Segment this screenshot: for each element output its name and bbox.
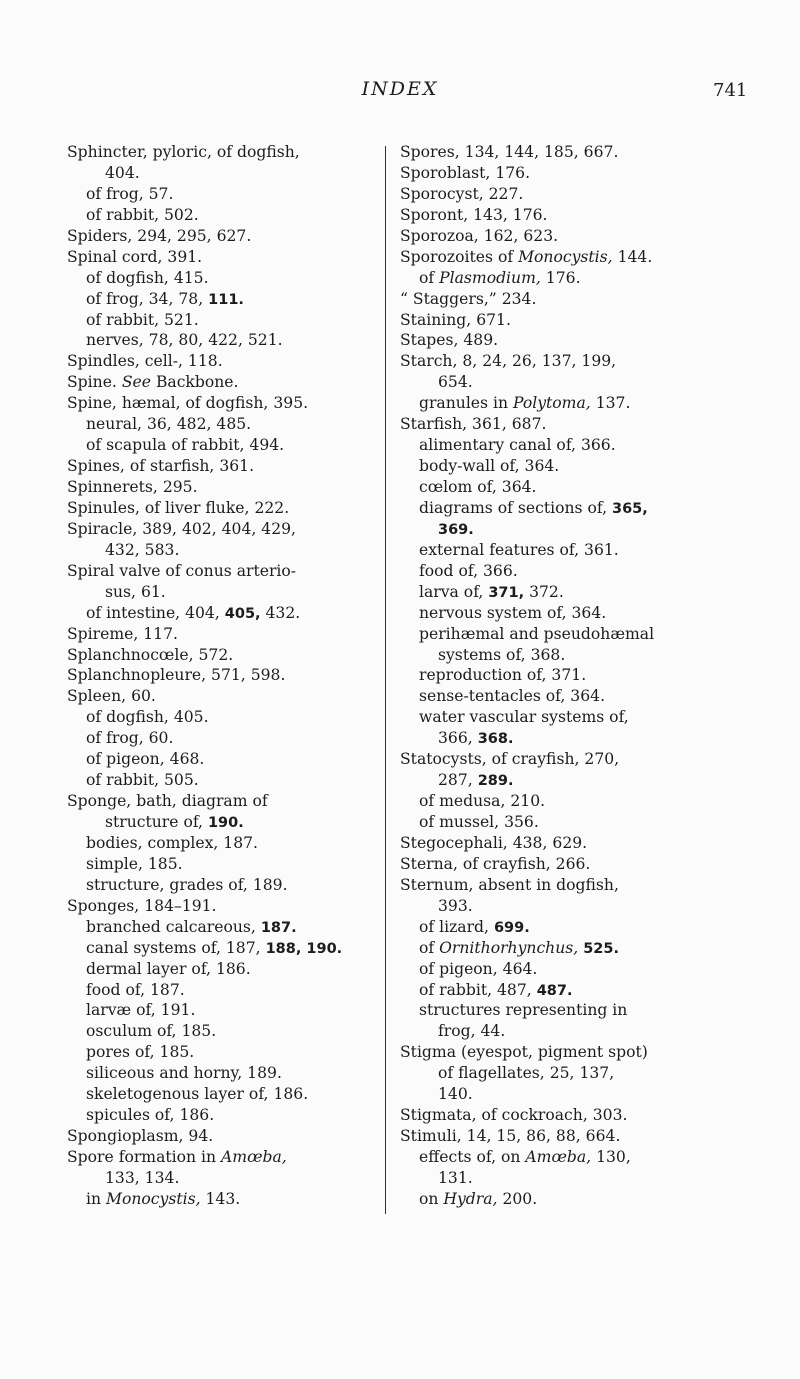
index-entry	[400, 749, 730, 770]
index-entry-text: Plasmodium,	[439, 268, 541, 287]
index-entry-text: 289.	[477, 773, 514, 790]
index-entry	[67, 310, 397, 331]
index-entry	[400, 645, 730, 666]
index-entry	[67, 351, 397, 372]
index-entry	[400, 1147, 730, 1168]
index-column-left	[67, 142, 397, 1210]
index-entry-text: “ Staggers,” 234.	[400, 289, 537, 308]
index-entry-text: 131.	[438, 1168, 473, 1187]
index-entry-text: pores of, 185.	[86, 1043, 195, 1062]
index-entry-text: Spine.	[67, 373, 122, 392]
index-entry-text: Sternum, absent in dogfish,	[400, 875, 619, 894]
index-entry-text: 111.	[208, 291, 244, 308]
index-entry-text: Monocystis,	[518, 247, 613, 266]
index-entry-text: Sporozoa, 162, 623.	[400, 226, 559, 245]
index-entry-text: Polytoma,	[512, 394, 591, 413]
index-entry-text: Stigma (eyespot, pigment spot)	[400, 1043, 648, 1062]
index-entry	[67, 205, 397, 226]
index-entry	[67, 1105, 397, 1126]
index-entry	[400, 1063, 730, 1084]
index-entry-text: dermal layer of, 186.	[86, 959, 251, 978]
index-entry-text: 368.	[477, 731, 514, 748]
index-entry	[67, 645, 397, 666]
index-entry	[400, 184, 730, 205]
index-entry-text: frog, 44.	[438, 1022, 506, 1041]
index-entry	[67, 728, 397, 749]
index-entry	[67, 540, 397, 561]
index-entry-text: Sphincter, pyloric, of dogfish,	[67, 143, 300, 161]
index-entry-text: external features of, 361.	[419, 540, 619, 559]
index-entry	[400, 938, 730, 959]
index-entry	[400, 310, 730, 331]
index-entry-text: water vascular systems of,	[419, 708, 629, 727]
index-entry-text: Spiders, 294, 295, 627.	[67, 226, 252, 245]
index-entry-text: Monocystis,	[106, 1189, 201, 1208]
index-entry-text: structure of,	[105, 813, 208, 831]
index-entry-text: Stapes, 489.	[400, 331, 499, 350]
index-entry	[67, 1021, 397, 1042]
index-entry-text: reproduction of, 371.	[419, 666, 587, 685]
index-entry	[67, 665, 397, 686]
index-entry-text: Stimuli, 14, 15, 86, 88, 664.	[400, 1127, 621, 1146]
index-entry	[67, 435, 397, 456]
index-entry-text: skeletogenous layer of, 186.	[86, 1085, 309, 1104]
index-entry	[400, 1000, 730, 1021]
index-entry	[67, 770, 397, 791]
index-entry	[400, 707, 730, 728]
index-entry-text: bodies, complex, 187.	[86, 833, 259, 852]
index-entry	[67, 854, 397, 875]
index-entry-text: of	[419, 268, 440, 287]
index-entry	[400, 875, 730, 896]
index-entry-text: Sporocyst, 227.	[400, 184, 524, 203]
index-entry	[400, 351, 730, 372]
index-entry-text: of dogfish, 405.	[86, 708, 209, 727]
index-entry	[67, 1168, 397, 1189]
index-entry-text: Splanchnocœle, 572.	[67, 645, 234, 664]
index-entry-text: of rabbit, 502.	[86, 205, 199, 224]
index-entry-text: 487.	[536, 982, 573, 999]
index-entry-text: cœlom of, 364.	[419, 478, 537, 496]
index-entry-text: Spindles, cell-, 118.	[67, 352, 223, 371]
index-entry-text: larva of,	[419, 582, 489, 601]
index-entry	[67, 1147, 397, 1168]
index-entry-text: nerves, 78, 80, 422, 521.	[86, 331, 283, 350]
index-entry	[400, 477, 730, 498]
index-entry	[67, 184, 397, 205]
index-entry-text: 654.	[438, 373, 473, 392]
index-entry	[67, 142, 397, 163]
index-entry	[67, 896, 397, 917]
index-entry-text: 699.	[493, 919, 530, 936]
index-entry-text: of rabbit, 487,	[419, 980, 537, 999]
index-entry	[400, 540, 730, 561]
index-entry	[67, 980, 397, 1001]
index-entry-text: Spongioplasm, 94.	[67, 1127, 214, 1146]
index-entry-text: Spiracle, 389, 402, 404, 429,	[67, 519, 297, 538]
index-entry	[67, 393, 397, 414]
index-entry-text: Amœba,	[525, 1148, 592, 1166]
index-entry-text: Sporozoites of	[400, 247, 519, 266]
index-entry-text: 369.	[438, 521, 474, 538]
index-entry-text: structures representing in	[419, 1001, 628, 1020]
index-entry-text: 372.	[524, 582, 564, 601]
index-entry	[67, 519, 397, 540]
index-entry-text: Spireme, 117.	[67, 624, 178, 643]
index-entry-text: Staining, 671.	[400, 310, 511, 329]
index-entry-text: on	[419, 1189, 444, 1208]
index-entry-text: of pigeon, 468.	[86, 750, 205, 769]
index-entry-text: of dogfish, 415.	[86, 268, 209, 287]
index-entry	[400, 1042, 730, 1063]
index-entry-text: sus, 61.	[105, 582, 166, 601]
index-entry	[67, 561, 397, 582]
index-entry	[400, 414, 730, 435]
index-entry	[400, 917, 730, 938]
index-entry	[67, 749, 397, 770]
index-entry-text: 190.	[207, 815, 244, 831]
index-entry	[67, 268, 397, 289]
index-entry	[67, 582, 397, 603]
index-entry-text: 405,	[224, 605, 261, 622]
index-entry-text: canal systems of, 187,	[86, 938, 266, 957]
index-entry-text: 432.	[260, 603, 301, 622]
index-entry-text: 133, 134.	[105, 1168, 180, 1187]
index-entry-text: Backbone.	[150, 373, 239, 392]
index-entry-text: Starfish, 361, 687.	[400, 415, 547, 434]
index-entry-text: Splanchnopleure, 571, 598.	[67, 666, 286, 685]
index-entry-text: Stigmata, of cockroach, 303.	[400, 1106, 628, 1125]
index-entry-text: Sporont, 143, 176.	[400, 205, 548, 224]
index-entry-text: nervous system of, 364.	[419, 603, 607, 622]
page-number: 741	[713, 80, 748, 101]
index-entry	[400, 393, 730, 414]
index-entry-text: of flagellates, 25, 137,	[438, 1064, 615, 1083]
index-entry-text: Spinules, of liver fluke, 222.	[67, 498, 290, 517]
index-entry-text: sense-tentacles of, 364.	[419, 687, 606, 706]
index-entry	[67, 1084, 397, 1105]
index-entry-text: Spore formation in	[67, 1148, 222, 1166]
index-entry	[400, 582, 730, 603]
index-entry	[400, 1084, 730, 1105]
index-entry-text: structure, grades of, 189.	[86, 875, 288, 894]
index-entry-text: Spine, hæmal, of dogfish, 395.	[67, 394, 309, 413]
index-entry-text: Ornithorhynchus,	[439, 938, 579, 957]
index-entry-text: Hydra,	[443, 1189, 498, 1208]
index-entry-text: of rabbit, 521.	[86, 310, 199, 329]
index-entry-text: Spores, 134, 144, 185, 667.	[400, 143, 619, 161]
index-entry-text: Stegocephali, 438, 629.	[400, 833, 588, 852]
index-entry-text: of	[419, 938, 440, 957]
index-entry-text: Starch, 8, 24, 26, 137, 199,	[400, 352, 617, 371]
index-entry-text: of lizard,	[419, 917, 494, 936]
index-entry-text: 188, 190.	[265, 940, 343, 957]
index-entry-text: 200.	[497, 1189, 538, 1208]
index-entry-text: granules in	[419, 394, 513, 413]
index-entry-text: simple, 185.	[86, 854, 183, 873]
index-entry	[67, 875, 397, 896]
index-entry-text: 137.	[590, 394, 631, 413]
index-entry-text: branched calcareous,	[86, 917, 261, 936]
index-entry	[67, 1063, 397, 1084]
index-entry	[67, 289, 397, 310]
index-entry-text: 365,	[612, 500, 648, 517]
index-entry	[67, 959, 397, 980]
index-entry-text: food of, 187.	[86, 980, 185, 999]
index-entry	[67, 1189, 397, 1210]
index-entry	[67, 1126, 397, 1147]
index-entry-text: neural, 36, 482, 485.	[86, 415, 252, 434]
index-entry-text: food of, 366.	[419, 561, 518, 580]
page-header	[0, 78, 800, 108]
index-entry	[67, 812, 397, 833]
index-entry	[400, 791, 730, 812]
index-entry	[67, 624, 397, 645]
index-entry	[67, 477, 397, 498]
index-entry-text: 187.	[260, 919, 297, 936]
index-entry-text: See	[121, 373, 151, 392]
index-entry-text: 144.	[612, 247, 653, 266]
index-entry-text: 176.	[540, 268, 581, 287]
index-entry-text: 371,	[488, 584, 525, 601]
index-entry-text: alimentary canal of, 366.	[419, 436, 616, 455]
index-entry	[67, 226, 397, 247]
index-entry	[400, 665, 730, 686]
index-entry	[400, 624, 730, 645]
index-entry-text: Sporoblast, 176.	[400, 163, 531, 182]
index-entry	[400, 1126, 730, 1147]
index-entry	[400, 1021, 730, 1042]
index-entry-text: of frog, 57.	[86, 184, 174, 203]
index-entry	[400, 959, 730, 980]
index-entry-text: of scapula of rabbit, 494.	[86, 436, 285, 455]
index-entry-text: 366,	[438, 729, 478, 748]
index-entry	[400, 1189, 730, 1210]
index-entry	[400, 330, 730, 351]
index-entry-text: Spines, of starfish, 361.	[67, 457, 255, 476]
index-entry	[400, 561, 730, 582]
index-entry-text: Spinal cord, 391.	[67, 247, 203, 266]
index-entry	[400, 268, 730, 289]
index-entry-text: 130,	[591, 1148, 631, 1166]
index-entry-text: perihæmal and pseudohæmal	[419, 624, 655, 643]
index-entry-text: of pigeon, 464.	[419, 959, 538, 978]
index-entry-text: osculum of, 185.	[86, 1022, 217, 1041]
index-column-right	[400, 142, 730, 1210]
index-entry	[67, 163, 397, 184]
index-entry-text: diagrams of sections of,	[419, 498, 612, 517]
index-entry-text: body-wall of, 364.	[419, 457, 560, 476]
index-entry	[400, 1168, 730, 1189]
index-entry	[67, 707, 397, 728]
index-entry	[67, 938, 397, 959]
index-entry-text: of mussel, 356.	[419, 813, 539, 831]
index-entry-text: 393.	[438, 896, 473, 915]
index-entry	[400, 519, 730, 540]
index-entry	[400, 498, 730, 519]
index-entry-text: in	[86, 1189, 106, 1208]
index-entry	[67, 686, 397, 707]
index-entry	[400, 456, 730, 477]
index-entry	[400, 980, 730, 1001]
index-entry-text: of frog, 34, 78,	[86, 289, 209, 308]
index-entry	[67, 603, 397, 624]
index-entry	[67, 456, 397, 477]
column-divider	[385, 146, 386, 1214]
index-entry	[400, 142, 730, 163]
index-entry	[67, 498, 397, 519]
index-entry-text: of medusa, 210.	[419, 792, 546, 811]
index-entry-text: Sponge, bath, diagram of	[67, 792, 268, 811]
index-entry	[67, 372, 397, 393]
index-entry-text: Sponges, 184–191.	[67, 896, 217, 915]
index-entry	[67, 917, 397, 938]
index-entry-text: effects of, on	[419, 1148, 526, 1166]
index-entry	[67, 1000, 397, 1021]
index-entry-text: Spinnerets, 295.	[67, 478, 198, 496]
index-entry	[400, 247, 730, 268]
index-entry-text: 140.	[438, 1085, 473, 1104]
index-entry	[400, 603, 730, 624]
index-entry-text: of rabbit, 505.	[86, 771, 199, 790]
index-entry	[67, 1042, 397, 1063]
index-entry	[67, 330, 397, 351]
index-entry-text: 432, 583.	[105, 540, 180, 559]
index-entry	[400, 833, 730, 854]
index-entry-text: 525.	[583, 940, 619, 957]
index-entry-text: Spiral valve of conus arterio-	[67, 561, 297, 580]
index-entry	[400, 163, 730, 184]
index-entry-text: siliceous and horny, 189.	[86, 1064, 282, 1083]
index-entry-text: 287,	[438, 771, 478, 790]
index-entry	[67, 247, 397, 268]
index-entry-text: 143.	[200, 1189, 241, 1208]
index-entry	[400, 854, 730, 875]
index-entry	[400, 812, 730, 833]
index-entry-text: Statocysts, of crayfish, 270,	[400, 750, 620, 769]
index-entry	[67, 833, 397, 854]
index-entry	[400, 686, 730, 707]
index-entry	[400, 435, 730, 456]
index-entry	[400, 289, 730, 310]
index-entry-text: of frog, 60.	[86, 729, 174, 748]
index-entry	[400, 896, 730, 917]
index-entry-text: of intestine, 404,	[86, 603, 225, 622]
index-entry-text: Amœba,	[221, 1148, 287, 1166]
index-entry-text: systems of, 368.	[438, 645, 566, 664]
index-entry	[400, 205, 730, 226]
index-entry	[400, 728, 730, 749]
index-entry	[400, 770, 730, 791]
running-head: INDEX	[361, 78, 439, 100]
index-entry-text: larvæ of, 191.	[86, 1001, 196, 1020]
index-entry	[67, 791, 397, 812]
index-entry	[400, 1105, 730, 1126]
index-entry-text: Sterna, of crayfish, 266.	[400, 854, 591, 873]
index-entry-text: spicules of, 186.	[86, 1106, 215, 1125]
index-entry	[67, 414, 397, 435]
index-entry	[400, 226, 730, 247]
index-entry-text: Spleen, 60.	[67, 687, 156, 706]
index-entry	[400, 372, 730, 393]
index-entry-text: 404.	[105, 163, 140, 182]
